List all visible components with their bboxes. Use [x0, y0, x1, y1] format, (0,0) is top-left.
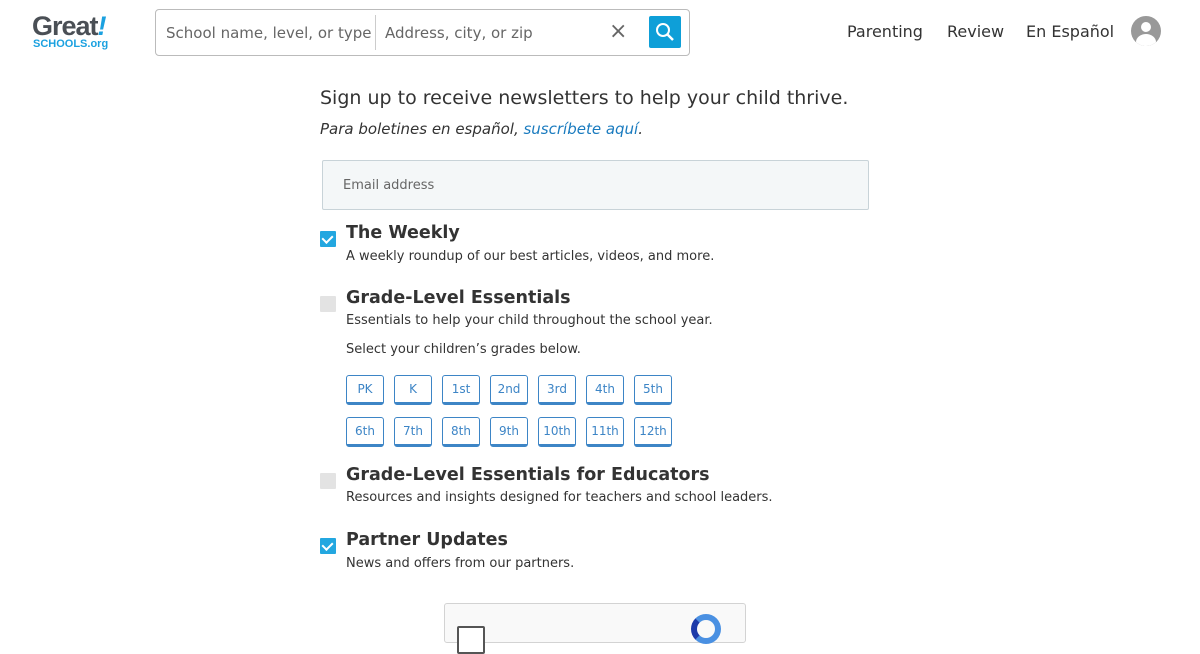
logo-text: Great: [32, 11, 98, 41]
grade-button-6th[interactable]: 6th: [346, 417, 384, 447]
newsletter-title: Grade-Level Essentials for Educators: [346, 465, 710, 485]
newsletter-title: Grade-Level Essentials: [346, 288, 571, 308]
nav-review[interactable]: Review: [947, 22, 1005, 41]
grades-prompt: Select your children’s grades below.: [346, 342, 581, 357]
spanish-signup-link[interactable]: suscríbete aquí: [523, 120, 639, 138]
newsletter-title: Partner Updates: [346, 530, 508, 550]
newsletter-title: The Weekly: [346, 223, 460, 243]
recaptcha-checkbox[interactable]: [457, 626, 485, 654]
address-search-input[interactable]: [385, 10, 605, 55]
checkbox-grade-level-essentials[interactable]: [320, 296, 336, 312]
grade-button-12th[interactable]: 12th: [634, 417, 672, 447]
grade-button-7th[interactable]: 7th: [394, 417, 432, 447]
grade-button-2nd[interactable]: 2nd: [490, 375, 528, 405]
newsletter-desc: News and offers from our partners.: [346, 556, 575, 571]
newsletter-desc: A weekly roundup of our best articles, videos, and more.: [346, 249, 715, 264]
checkbox-partner-updates[interactable]: [320, 538, 336, 554]
newsletter-desc: Resources and insights designed for teachers and school leaders.: [346, 490, 773, 505]
clear-icon[interactable]: ×: [609, 19, 628, 44]
grade-button-1st[interactable]: 1st: [442, 375, 480, 405]
grade-button-8th[interactable]: 8th: [442, 417, 480, 447]
checkbox-the-weekly[interactable]: [320, 231, 336, 247]
recaptcha-widget: [444, 603, 746, 643]
grade-button-10th[interactable]: 10th: [538, 417, 576, 447]
grade-button-k[interactable]: K: [394, 375, 432, 405]
recaptcha-logo-icon: [691, 614, 721, 644]
grade-button-11th[interactable]: 11th: [586, 417, 624, 447]
newsletter-desc: Essentials to help your child throughout the school year.: [346, 313, 713, 328]
checkbox-educators[interactable]: [320, 473, 336, 489]
logo-bang: !: [97, 11, 106, 41]
grade-button-3rd[interactable]: 3rd: [538, 375, 576, 405]
nav-espanol[interactable]: En Español: [1026, 22, 1115, 41]
page-title: Sign up to receive newsletters to help your child thrive.: [320, 87, 849, 109]
email-field[interactable]: [322, 160, 869, 210]
grade-button-pk[interactable]: PK: [346, 375, 384, 405]
spanish-note: [320, 120, 643, 138]
search-icon: [649, 16, 681, 48]
grade-button-4th[interactable]: 4th: [586, 375, 624, 405]
spanish-prefix: Para boletines en español,: [320, 120, 524, 138]
search-button[interactable]: [649, 16, 681, 48]
avatar[interactable]: [1131, 16, 1161, 46]
spanish-suffix: .: [638, 120, 643, 138]
search-bar: [155, 9, 690, 56]
logo-subtext: SCHOOLS.org: [33, 38, 109, 50]
school-search-input[interactable]: [166, 10, 371, 55]
grade-button-5th[interactable]: 5th: [634, 375, 672, 405]
grade-button-9th[interactable]: 9th: [490, 417, 528, 447]
search-divider: [375, 15, 376, 50]
nav-parenting[interactable]: Parenting: [847, 22, 923, 41]
